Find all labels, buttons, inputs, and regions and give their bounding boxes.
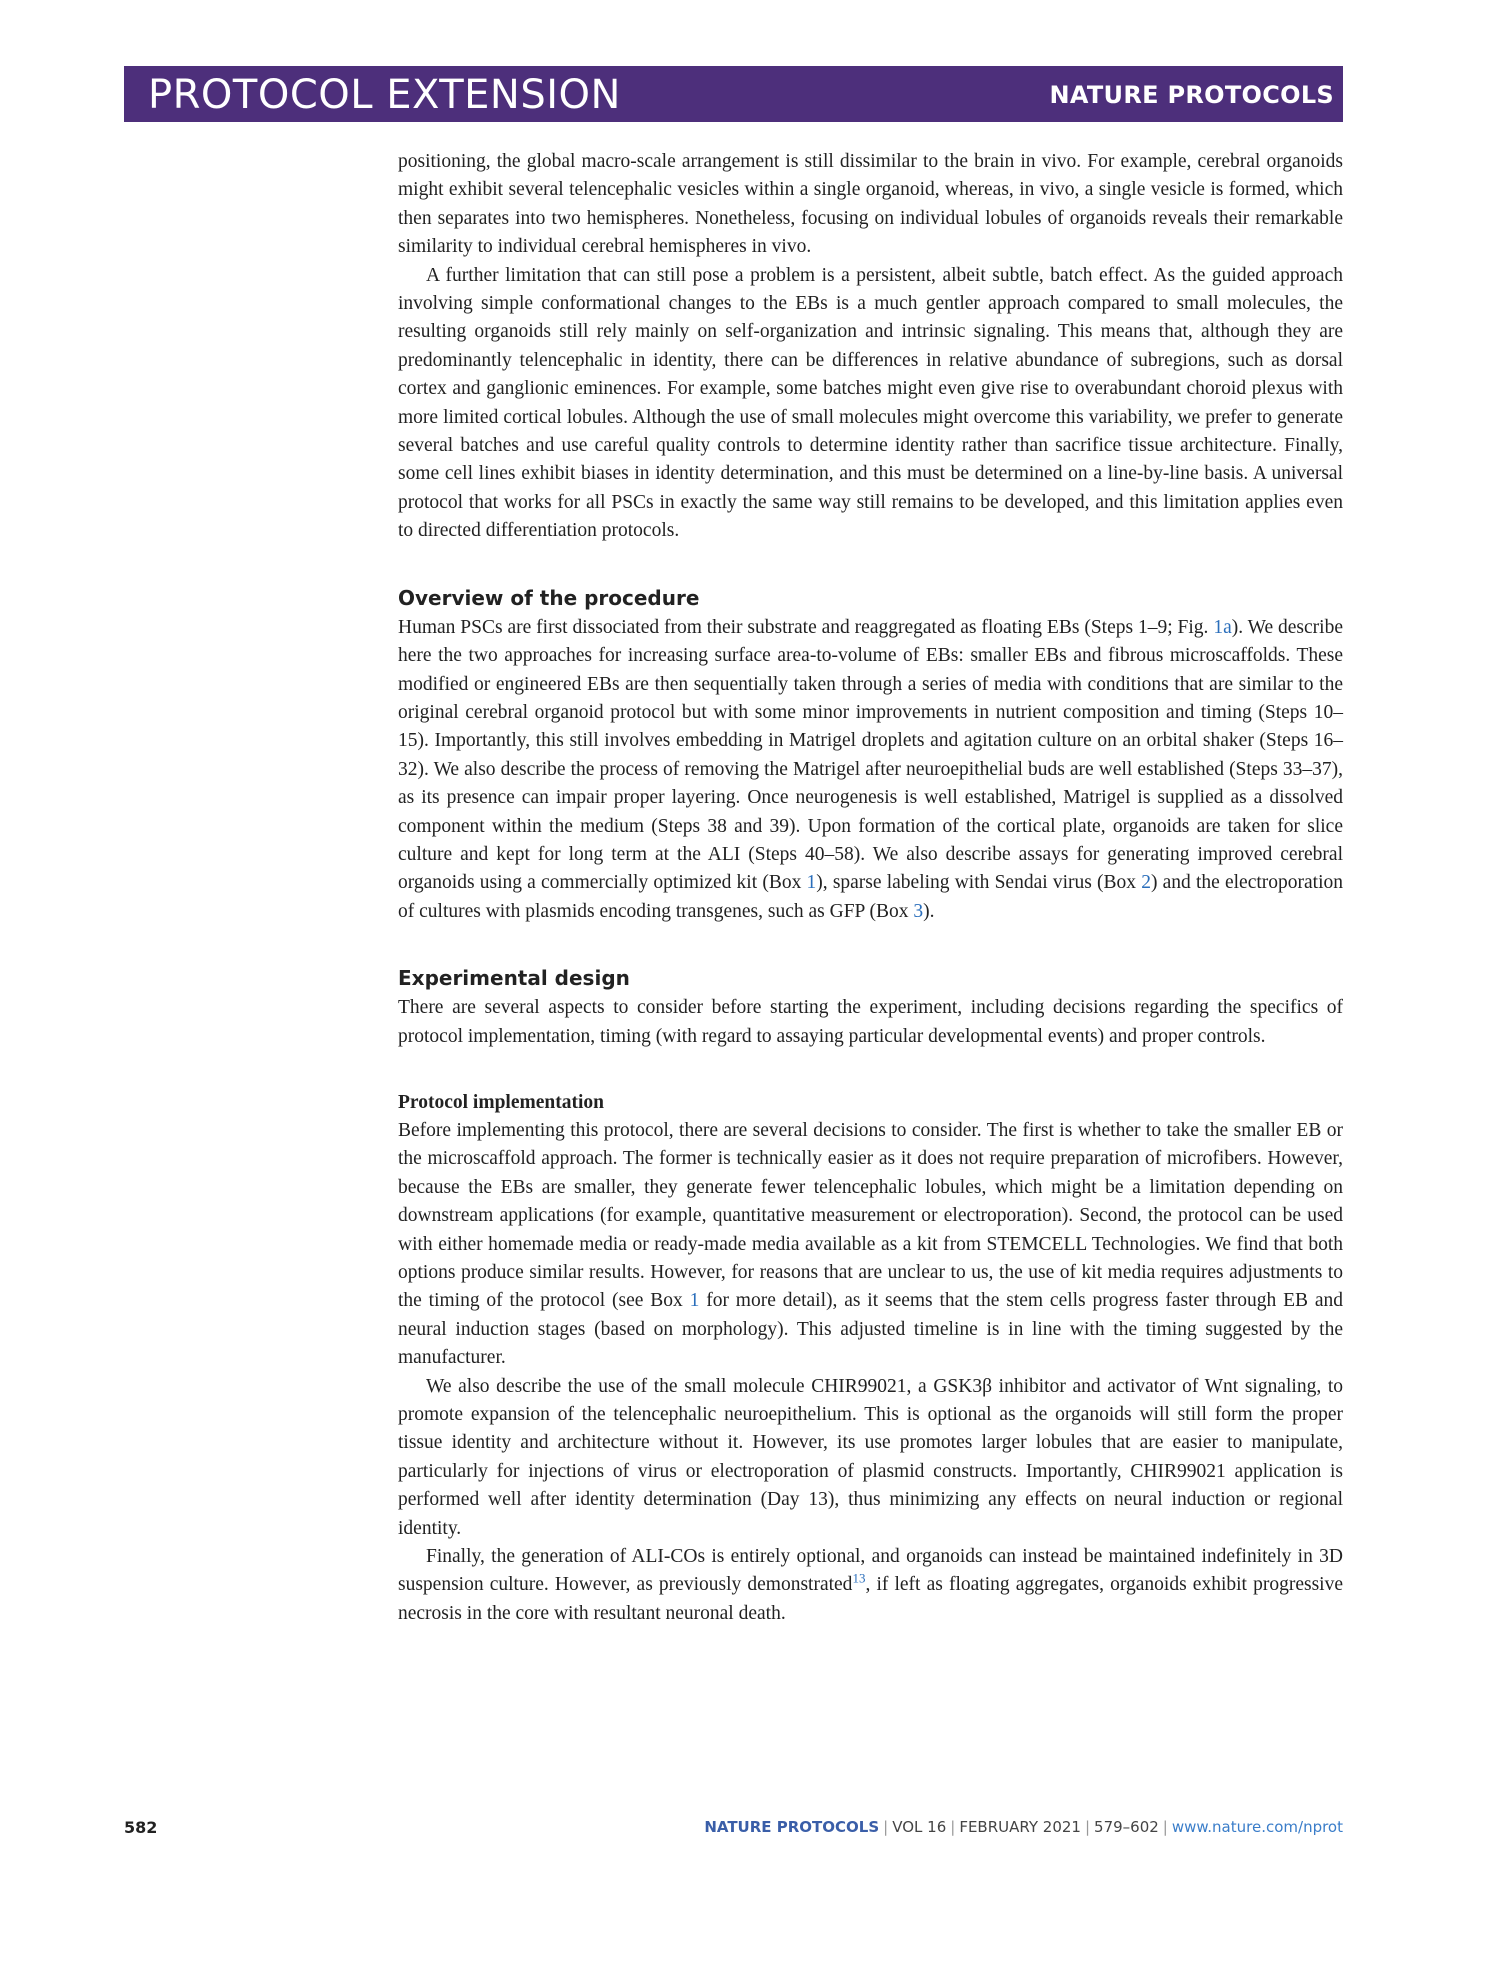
section-heading-overview: Overview of the procedure bbox=[398, 585, 700, 610]
text-run: ). We describe here the two approaches for increasing surface area-to-volume of EBs: smaller EBs and fibrous microscaffolds. These modified or engineered EBs are then sequentially taken through a series of media with conditions that are similar to the original cerebral organoid protocol but with some minor improvements in nutrient composition and timing (Steps 10–15). Importantly, this still involves embedding in Matrigel droplets and agitation culture on an orbital shaker (Steps 16–32). We also describe the process of removing the Matrigel after neuroepithelial buds are well established (Steps 33–37), as its presence can impair proper layering. Once neurogenesis is well established, Matrigel is supplied as a dissolved component within the medium (Steps 38 and 39). Upon formation of the cortical plate, organoids are taken for slice culture and kept for long term at the ALI (Steps 40–58). We also describe assays for generating improved cerebral organoids using a commercially optimized kit (Box bbox=[398, 616, 1343, 894]
footer-date: FEBRUARY 2021 bbox=[959, 1818, 1081, 1836]
box-link[interactable]: 3 bbox=[913, 900, 924, 922]
subsection-heading-protocol-implementation: Protocol implementation bbox=[398, 1091, 604, 1113]
footer-volume: VOL 16 bbox=[892, 1818, 947, 1836]
text-run: Finally, the generation of ALI-COs is entirely optional, and organoids can instead be maintained indefinitely in 3D suspension culture. However, as previously demonstrated bbox=[398, 1546, 1343, 1596]
text-run: ). bbox=[923, 900, 935, 922]
box-link[interactable]: 2 bbox=[1141, 872, 1151, 894]
figure-link[interactable]: 1a bbox=[1213, 616, 1232, 638]
footer-pages: 579–602 bbox=[1094, 1818, 1159, 1836]
box-link[interactable]: 1 bbox=[806, 872, 817, 894]
paragraph-experimental-design: There are several aspects to consider before starting the experiment, including decisions regarding the specifics of protocol implementation, timing (with regard to assaying particular developmental events) and proper controls. bbox=[398, 997, 1343, 1047]
text-run: Human PSCs are first dissociated from their substrate and reaggregated as floating EBs (Steps 1–9; Fig. bbox=[398, 616, 1214, 638]
paragraph-chir99021: We also describe the use of the small molecule CHIR99021, a GSK3β inhibitor and activator of Wnt signaling, to promote expansion of the telencephalic neuroepithelium. This is optional as the organoids will still form the proper tissue identity and architecture without it. However, its use promotes larger lobules that are easier to manipulate, particularly for injections of virus or electroporation of plasmid constructs. Importantly, CHIR99021 application is performed well after identity determination (Day 13), thus minimizing any effects on neural induction or regional identity. bbox=[398, 1375, 1343, 1539]
footer-citation: NATURE PROTOCOLS | VOL 16 | FEBRUARY 2021 | 579–602 | www.nature.com/nprot bbox=[704, 1818, 1343, 1836]
box-link[interactable]: 1 bbox=[689, 1290, 700, 1312]
header-journal-name: NATURE PROTOCOLS bbox=[1049, 81, 1334, 109]
paragraph-ali-cos bbox=[398, 1543, 1343, 1628]
paragraph-protocol-implementation bbox=[398, 1117, 1343, 1373]
paragraph-batch-effect: A further limitation that can still pose a problem is a persistent, albeit subtle, batch effect. As the guided approach involving simple conformational changes to the EBs is a much gentler approach compared to small molecules, the resulting organoids still rely mainly on self-organization and intrinsic signaling. This means that, although they are predominantly telencephalic in identity, there can be differences in relative abundance of subregions, such as dorsal cortex and ganglionic eminences. For example, some batches might even give rise to overabundant choroid plexus with more limited cortical lobules. Although the use of small molecules might overcome this variability, we prefer to generate several batches and use careful quality controls to determine identity rather than sacrifice tissue architecture. Finally, some cell lines exhibit biases in identity determination, and this must be determined on a line-by-line basis. A universal protocol that works for all PSCs in exactly the same way still remains to be developed, and this limitation applies even to directed differentiation protocols. bbox=[398, 264, 1343, 542]
page-number: 582 bbox=[124, 1818, 158, 1837]
header-section-label: PROTOCOL EXTENSION bbox=[148, 72, 621, 118]
reference-link[interactable]: 13 bbox=[852, 1570, 866, 1586]
article-body bbox=[398, 148, 1343, 1628]
paragraph-overview bbox=[398, 614, 1343, 926]
text-run: ) and the electroporation of cultures with plasmids encoding transgenes, such as GFP (Box bbox=[398, 872, 1344, 922]
text-run: for more detail), as it seems that the stem cells progress faster through EB and neural induction stages (based on morphology). This adjusted timeline is in line with the timing suggested by the manufacturer. bbox=[398, 1290, 1343, 1369]
footer-journal: NATURE PROTOCOLS bbox=[704, 1818, 880, 1836]
text-run: ), sparse labeling with Sendai virus (Box bbox=[816, 872, 1142, 894]
footer-url-link[interactable]: www.nature.com/nprot bbox=[1171, 1818, 1343, 1836]
text-run: , if left as floating aggregates, organoids exhibit progressive necrosis in the core with resultant neuronal death. bbox=[398, 1574, 1343, 1624]
text-run: Before implementing this protocol, there are several decisions to consider. The first is whether to take the smaller EB or the microscaffold approach. The former is technically easier as it does not require preparation of microfibers. However, because the EBs are smaller, they generate fewer telencephalic lobules, which might be a limitation depending on downstream applications (for example, quantitative measurement or electroporation). Second, the protocol can be used with either homemade media or ready-made media available as a kit from STEMCELL Technologies. We find that both options produce similar results. However, for reasons that are unclear to us, the use of kit media requires adjustments to the timing of the protocol (see Box bbox=[398, 1119, 1343, 1312]
section-heading-experimental-design: Experimental design bbox=[398, 966, 630, 991]
paragraph-limitations-intro: positioning, the global macro-scale arrangement is still dissimilar to the brain in vivo. For example, cerebral organoids might exhibit several telencephalic vesicles within a single organoid, whereas, in vivo, a single vesicle is formed, which then separates into two hemispheres. Nonetheless, focusing on individual lobules of organoids reveals their remarkable similarity to individual cerebral hemispheres in vivo. bbox=[398, 151, 1343, 258]
